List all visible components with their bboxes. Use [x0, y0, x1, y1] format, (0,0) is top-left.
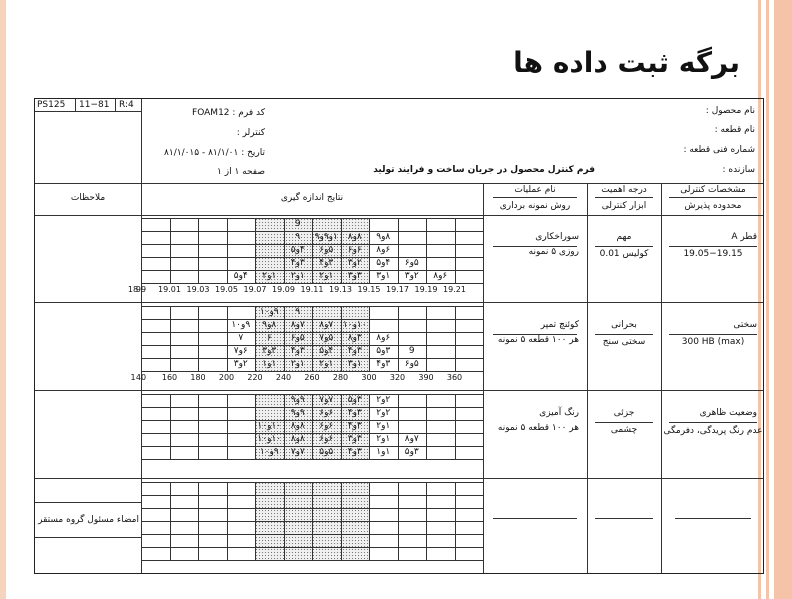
grid-line: [141, 482, 142, 560]
axis-tick-label: 200: [218, 373, 235, 382]
measurement-cell: ۵و۷: [319, 333, 334, 343]
axis-tick-label: 99: [135, 285, 147, 294]
measurement-cell: ۳و۵: [404, 447, 419, 457]
axis-tick-label: 280: [332, 373, 349, 382]
measurement-cell: ۸و۹: [376, 232, 391, 242]
section-divider: [35, 390, 763, 391]
section-divider: [35, 478, 763, 479]
grid-line: [398, 482, 399, 560]
measurement-cell: ۴و۵: [233, 271, 248, 281]
axis-tick-label: 320: [389, 373, 406, 382]
axis-tick-label: 18: [127, 285, 139, 294]
measurement-cell: ۱و۳: [376, 271, 391, 281]
measurement-cell: ۳و۴: [347, 408, 362, 418]
importance-level: جزئی: [613, 408, 635, 418]
measurement-cell: ۳و۴: [319, 258, 334, 268]
measurement-cell: ۳و۴: [376, 359, 391, 369]
field-underline: [669, 334, 757, 335]
part-name-label: نام قطعه :: [714, 125, 755, 135]
measurement-cell: ۹و۱۰: [231, 320, 251, 330]
measurement-cell: ۱و۳: [347, 359, 362, 369]
measurement-cell: ۱و۲: [376, 421, 391, 431]
form-heading: فرم کنترل محصول در جریان ساخت و فرایند تولید: [373, 165, 595, 175]
measurement-cell: ۶و۶: [319, 421, 334, 431]
sampling-header: روش نمونه برداری: [499, 201, 571, 211]
measurement-cell: ۵و۶: [404, 359, 419, 369]
measurement-cell: ۷و۸: [404, 434, 419, 444]
measurement-cell: ۱و۲: [290, 271, 305, 281]
grid-line: [198, 306, 199, 371]
left-decor-strip: [0, 0, 6, 599]
measurement-cell: ۲و۲: [376, 395, 391, 405]
measurement-cell: ۹: [295, 232, 301, 242]
axis-tick-label: 19.03: [186, 285, 210, 294]
supervisor-signature-label: امضاء مسئول گروه مستقر: [38, 515, 139, 525]
grid-line: [170, 394, 171, 459]
measurement-cell: ۶و۸: [433, 271, 448, 281]
measurement-cell: ۱و۲: [376, 434, 391, 444]
measurement-cell: ۳و۸: [347, 333, 362, 343]
grid-line: [141, 371, 483, 372]
measurement-cell: ۸و۸: [347, 232, 362, 242]
measurement-cell: ۳و۵: [347, 395, 362, 405]
axis-tick-label: 19.05: [215, 285, 238, 294]
measurement-cell: ۱و۲: [319, 271, 334, 281]
importance-header: درجه اهمیت: [601, 185, 647, 195]
measurement-cell: ۶و۷: [233, 346, 248, 356]
grid-line: [198, 482, 199, 560]
measurement-cell: ۷و۸: [290, 320, 305, 330]
axis-tick-label: 390: [418, 373, 434, 382]
axis-tick-label: 300: [361, 373, 377, 382]
form-code-box-2: 11−81: [79, 100, 110, 110]
measurement-cell: ۶: [266, 333, 272, 343]
tool-header: ابزار کنترلی: [601, 201, 647, 211]
measurement-cell: ۳و۴: [347, 447, 362, 457]
measurement-cell: ۲و۳: [233, 359, 248, 369]
product-name-label: نام محصول :: [705, 106, 755, 116]
measurement-cell: ۳و۳: [347, 434, 362, 444]
measurement-cell: 9: [408, 346, 415, 356]
date-label: تاریخ : ۸۱/۱/۰۱ - ۸۱/۱/۰۱۵: [164, 148, 265, 158]
grid-line: [312, 482, 313, 560]
operation-header: نام عملیات: [514, 185, 556, 195]
grid-line: [170, 482, 171, 560]
grid-line: [141, 283, 483, 284]
measurement-cell: ۳و۴: [290, 258, 305, 268]
grid-line: [426, 482, 427, 560]
measurement-cell: ۹و۹: [290, 395, 305, 405]
data-sheet-form: [34, 98, 764, 574]
slide-title: برگه ثبت داده ها: [513, 46, 740, 79]
importance-level: بحرانی: [611, 320, 637, 330]
measurement-cell: ۱۰و۱۰: [342, 320, 367, 330]
field-underline: [493, 334, 577, 335]
grid-line: [141, 218, 142, 283]
control-tool: سختی سنج: [602, 337, 646, 347]
sampling-method: روزی ۵ نمونه: [528, 247, 579, 257]
operation-name: کوئنچ تمپر: [540, 320, 579, 330]
measurement-cell: ۶و۸: [376, 245, 391, 255]
grid-line: [141, 394, 142, 459]
grid-line: [170, 306, 171, 371]
page-number: صفحه ۱ از ۱: [217, 167, 265, 177]
measurement-cell: ۹و۱۰: [259, 447, 279, 457]
grid-line: [455, 218, 456, 283]
axis-tick-label: 19.01: [158, 285, 181, 294]
grid-line: [227, 482, 228, 560]
axis-tick-label: 19.07: [243, 285, 267, 294]
range-header: محدوده پذیرش: [684, 201, 742, 211]
field-underline: [595, 334, 653, 335]
sampling-method: هر ۱۰۰ قطعه ۵ نمونه: [497, 335, 579, 345]
measurement-cell: ۱و۲: [290, 359, 305, 369]
acceptance-range: 300 HB (max): [681, 337, 745, 347]
measurement-cell: ۵و۵: [319, 447, 334, 457]
axis-tick-label: 19.15: [357, 285, 381, 294]
measurement-cell: ۳و۴: [347, 346, 362, 356]
field-underline: [595, 246, 653, 247]
axis-tick-label: 19.13: [329, 285, 352, 294]
sampling-method: هر ۱۰۰ قطعه ۵ نمونه: [497, 423, 579, 433]
grid-line: [455, 394, 456, 459]
measurement-cell: ۷و۷: [319, 395, 334, 405]
acceptance-range: عدم رنگ پریدگی، دفرمگی: [663, 426, 763, 436]
measurement-cell: ۳و۴: [290, 346, 305, 356]
grid-line: [198, 394, 199, 459]
controller-label: کنترلر :: [236, 128, 265, 138]
results-header: نتایج اندازه گیری: [280, 193, 344, 203]
measurement-cell: ۲و۳: [404, 271, 419, 281]
measurement-cell: ۸و۸: [290, 421, 305, 431]
axis-tick-label: 160: [161, 373, 178, 382]
measurement-cell: ۴و۵: [376, 258, 391, 268]
grid-line: [426, 394, 427, 459]
maker-label: سازنده :: [722, 165, 755, 175]
measurement-cell: ۵و۶: [290, 333, 305, 343]
measurement-cell: ۱و۲: [319, 359, 334, 369]
control-spec: سختی: [733, 320, 757, 330]
form-code-box-1: PS125: [37, 100, 66, 110]
measurement-cell: ۱۰و۱۰: [257, 421, 282, 431]
importance-level: مهم: [616, 232, 632, 242]
axis-tick-label: 240: [275, 373, 292, 382]
operation-name: رنگ آمیزی: [539, 408, 579, 418]
measurement-cell: ۶و۶: [347, 245, 362, 255]
grid-line: [455, 306, 456, 371]
grid-line: [170, 218, 171, 283]
measurement-cell: ۹: [295, 307, 301, 317]
axis-tick-label: 260: [304, 373, 320, 382]
measurement-cell: ۲و۳: [347, 258, 362, 268]
control-tool: کولیس 0.01: [599, 249, 649, 259]
measurement-cell: ۱۰و۱۰: [257, 434, 282, 444]
axis-tick-label: 19.09: [272, 285, 295, 294]
form-code-label: کد فرم : FOAM12: [192, 108, 265, 118]
grid-line: [198, 218, 199, 283]
notes-header: ملاحظات: [70, 193, 106, 203]
measurement-cell: ۵و۶: [404, 258, 419, 268]
axis-tick-label: 180: [190, 373, 206, 382]
grid-line: [141, 306, 142, 371]
control-spec: قطر A: [731, 232, 757, 242]
axis-tick-label: 360: [446, 373, 463, 382]
measurement-cell: ۱و۲: [262, 271, 277, 281]
measurement-cell: ۷: [238, 333, 244, 343]
measurement-cell: ۵و۶: [319, 245, 334, 255]
measurement-cell: ۹و۹: [290, 408, 305, 418]
axis-tick-label: 19.11: [300, 285, 324, 294]
measurement-cell: ۳و۳: [262, 346, 277, 356]
measurement-cell: ۴و۵: [290, 245, 305, 255]
grid-line: [455, 482, 456, 560]
grid-line: [227, 394, 228, 459]
axis-tick-label: 19.21: [443, 285, 466, 294]
grid-line: [369, 482, 370, 560]
grid-line: [141, 459, 483, 460]
technical-number-label: شماره فنی قطعه :: [683, 145, 755, 155]
grid-line: [426, 306, 427, 371]
field-underline: [675, 518, 751, 519]
measurement-cell: ۸و۹: [262, 320, 277, 330]
operation-name: سوراخکاری: [535, 232, 579, 242]
grid-line: [141, 560, 483, 561]
field-underline: [493, 518, 577, 519]
axis-tick-label: 220: [247, 373, 263, 382]
axis-tick-label: 1: [130, 373, 136, 382]
measurement-cell: ۴و۵: [319, 346, 334, 356]
axis-tick-label: 40: [135, 373, 147, 382]
measurement-cell: ۱و۱: [262, 359, 277, 369]
measurement-cell: 9: [294, 219, 301, 229]
measurement-cell: ۳و۵: [376, 346, 391, 356]
acceptance-range: 19.05−19.15: [683, 249, 743, 259]
grid-line: [341, 482, 342, 560]
measurement-cell: ۶و۶: [319, 408, 334, 418]
measurement-cell: ۶و۸: [376, 333, 391, 343]
control-tool: چشمی: [610, 425, 638, 435]
grid-line: [483, 482, 484, 560]
form-code-box-3: R:4: [119, 100, 134, 110]
field-underline: [669, 246, 757, 247]
measurement-cell: ۱و۱: [376, 447, 391, 457]
grid-line: [284, 482, 285, 560]
axis-tick-label: 19.19: [414, 285, 438, 294]
measurement-cell: ۷و۷: [290, 447, 305, 457]
measurement-cell: ۳و۳: [347, 271, 362, 281]
measurement-cell: ۹و۱۰: [259, 307, 279, 317]
field-underline: [595, 518, 653, 519]
measurement-cell: ۱و۹و۹: [314, 232, 338, 242]
section-divider: [35, 302, 763, 303]
measurement-cell: ۳و۴: [347, 421, 362, 431]
field-underline: [669, 422, 757, 423]
control-spec: وضعیت ظاهری: [699, 408, 757, 418]
measurement-cell: ۶و۶: [319, 434, 334, 444]
field-underline: [493, 246, 577, 247]
field-underline: [595, 422, 653, 423]
axis-tick-label: 19.17: [386, 285, 409, 294]
measurement-cell: ۷و۸: [319, 320, 334, 330]
grid-line: [255, 482, 256, 560]
measurement-cell: ۲و۲: [376, 408, 391, 418]
spec-header: مشخصات کنترلی: [680, 185, 746, 195]
measurement-cell: ۸و۸: [290, 434, 305, 444]
